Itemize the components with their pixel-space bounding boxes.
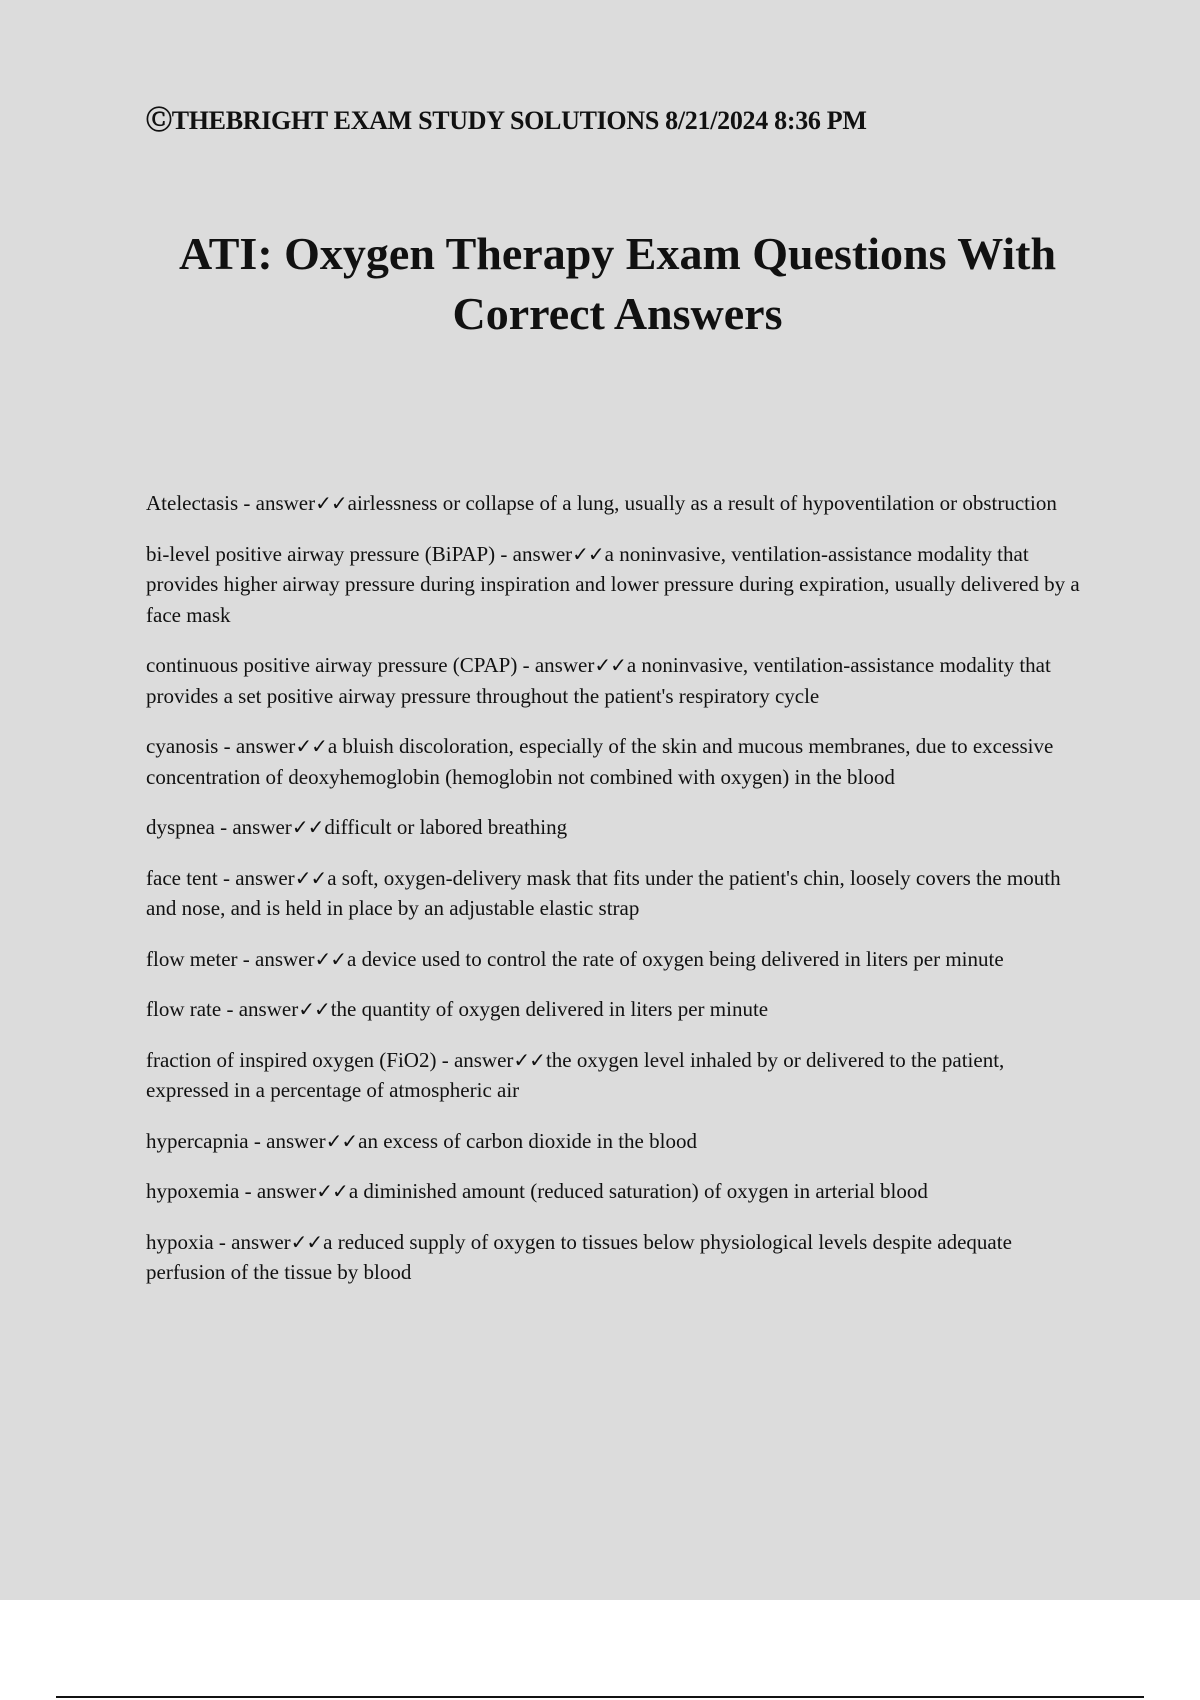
- glossary-entry: face tent - answer✓✓a soft, oxygen-delivery mask that fits under the patient's chin, loosely covers the mouth and nose, and is held in place by an adjustable elastic strap: [146, 865, 1061, 920]
- entry-definition: a noninvasive, ventilation-assistance modality that provides higher airway pressure during inspiration and lower pressure during expiration, usually delivered by a face mask: [146, 541, 1080, 627]
- double-check-icon: ✓✓: [291, 815, 324, 839]
- answer-label: answer: [512, 541, 573, 566]
- entry-term: cyanosis: [146, 734, 219, 758]
- entry-term: fraction of inspired oxygen (FiO2): [146, 1047, 437, 1072]
- entry-term: bi-level positive airway pressure (BiPAP): [146, 541, 496, 566]
- answer-label: answer: [235, 865, 295, 890]
- entry-term: face tent: [146, 865, 218, 890]
- glossary-entry: hypercapnia - answer✓✓an excess of carbon dioxide in the blood: [146, 1128, 697, 1153]
- document-header: ⒸTHEBRIGHT EXAM STUDY SOLUTIONS 8/21/2024 8:36 PM: [146, 106, 867, 135]
- double-check-icon: ✓✓: [316, 1179, 348, 1203]
- entry-term: hypoxemia: [146, 1179, 240, 1203]
- answer-label: answer: [453, 1047, 514, 1072]
- answer-label: answer: [232, 815, 292, 839]
- answer-label: answer: [255, 491, 316, 515]
- answer-label: answer: [231, 1229, 291, 1254]
- glossary-entry: fraction of inspired oxygen (FiO2) - answer✓✓the oxygen level inhaled by or delivered to the patient, expressed in a percentage of atmospheric air: [146, 1047, 1005, 1102]
- entry-definition: airlessness or collapse of a lung, usually as a result of hypoventilation or obstruction: [347, 491, 1057, 515]
- glossary-entry: Atelectasis - answer✓✓airlessness or collapse of a lung, usually as a result of hypoventilation or obstruction: [146, 491, 1057, 515]
- entry-term: dyspnea: [146, 815, 215, 839]
- entry-definition: difficult or labored breathing: [324, 815, 568, 839]
- entry-term: flow rate: [146, 997, 222, 1021]
- answer-label: answer: [235, 734, 296, 758]
- answer-label: answer: [238, 997, 299, 1021]
- answer-label: answer: [256, 1179, 317, 1203]
- double-check-icon: ✓✓: [594, 653, 626, 677]
- entry-term: hypoxia: [146, 1229, 214, 1254]
- footer-divider: [56, 1696, 1144, 1698]
- entry-definition: a bluish discoloration, especially of the skin and mucous membranes, due to excessive concentration of deoxyhemoglobin (hemoglobin not combined with oxygen) in the blood: [146, 734, 1054, 789]
- answer-label: answer: [534, 653, 595, 677]
- entry-term: flow meter: [146, 946, 238, 971]
- glossary-entry: hypoxia - answer✓✓a reduced supply of oxygen to tissues below physiological levels despite adequate perfusion of the tissue by blood: [146, 1229, 1012, 1284]
- double-check-icon: ✓✓: [572, 541, 604, 566]
- double-check-icon: ✓✓: [513, 1047, 545, 1072]
- entry-definition: an excess of carbon dioxide in the blood: [358, 1128, 697, 1153]
- entry-definition: a diminished amount (reduced saturation) of oxygen in arterial blood: [348, 1179, 928, 1203]
- double-check-icon: ✓✓: [325, 1128, 358, 1153]
- glossary-entry: hypoxemia - answer✓✓a diminished amount (reduced saturation) of oxygen in arterial blood: [146, 1179, 928, 1203]
- entry-definition: a noninvasive, ventilation-assistance modality that provides a set positive airway pressure throughout the patient's respiratory cycle: [146, 653, 1051, 708]
- double-check-icon: ✓✓: [315, 491, 347, 515]
- entry-definition: a soft, oxygen-delivery mask that fits under the patient's chin, loosely covers the mouth and nose, and is held in place by an adjustable elastic strap: [146, 865, 1061, 920]
- glossary-entry: flow meter - answer✓✓a device used to control the rate of oxygen being delivered in liters per minute: [146, 946, 1004, 971]
- entry-definition: the quantity of oxygen delivered in liters per minute: [330, 997, 769, 1021]
- glossary-entry: cyanosis - answer✓✓a bluish discoloration, especially of the skin and mucous membranes, due to excessive concentration of deoxyhemoglobin (hemoglobin not combined with oxygen) in the blood: [146, 734, 1054, 789]
- glossary-list: [146, 488, 1086, 1308]
- double-check-icon: ✓✓: [294, 865, 327, 890]
- glossary-entry: continuous positive airway pressure (CPAP) - answer✓✓a noninvasive, ventilation-assistance modality that provides a set positive airway pressure throughout the patient's respiratory cycle: [146, 653, 1051, 708]
- entry-definition: a reduced supply of oxygen to tissues below physiological levels despite adequate perfusion of the tissue by blood: [146, 1229, 1012, 1284]
- double-check-icon: ✓✓: [290, 1229, 323, 1254]
- answer-label: answer: [255, 946, 315, 971]
- entry-definition: the oxygen level inhaled by or delivered to the patient, expressed in a percentage of atmospheric air: [146, 1047, 1005, 1102]
- entry-definition: a device used to control the rate of oxygen being delivered in liters per minute: [347, 946, 1004, 971]
- double-check-icon: ✓✓: [314, 946, 347, 971]
- glossary-entry: flow rate - answer✓✓the quantity of oxygen delivered in liters per minute: [146, 997, 769, 1021]
- glossary-entry: dyspnea - answer✓✓difficult or labored breathing: [146, 815, 568, 839]
- entry-term: continuous positive airway pressure (CPAP): [146, 653, 518, 677]
- entry-term: hypercapnia: [146, 1128, 249, 1153]
- answer-label: answer: [266, 1128, 326, 1153]
- entry-term: Atelectasis: [146, 491, 239, 515]
- double-check-icon: ✓✓: [295, 734, 327, 758]
- title-line-2: Correct Answers: [452, 288, 783, 339]
- document-title: [100, 224, 1135, 344]
- glossary-entry: bi-level positive airway pressure (BiPAP) - answer✓✓a noninvasive, ventilation-assistance modality that provides higher airway pressure during inspiration and lower pressure during expiration, usually delivered by a face mask: [146, 541, 1080, 627]
- double-check-icon: ✓✓: [298, 997, 330, 1021]
- title-line-1: ATI: Oxygen Therapy Exam Questions With: [178, 228, 1057, 279]
